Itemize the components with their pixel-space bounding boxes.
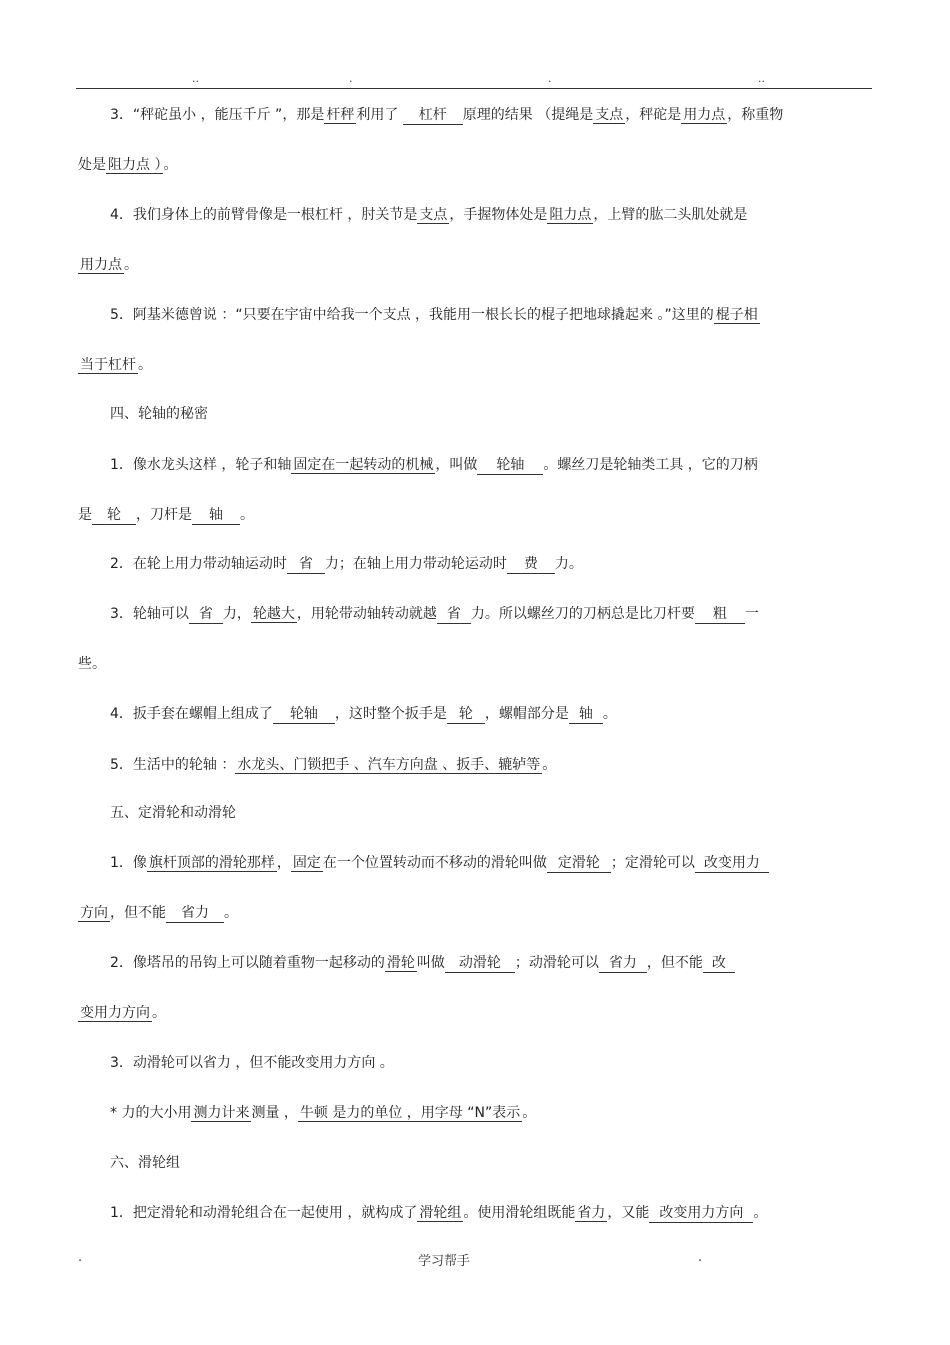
answer: 测力计来 [193, 1105, 250, 1121]
answer: 当于杠杆 [80, 357, 136, 373]
answer-blank: 轮 [92, 507, 136, 525]
header-rule [76, 88, 872, 89]
answer-blank: 改变用力方向 [649, 1205, 753, 1223]
header-mark: . [548, 72, 552, 85]
answer-blank: 轮轴 [477, 457, 543, 475]
wheel-q3-cont: 些。 [78, 656, 106, 672]
answer: 支点 [419, 207, 448, 223]
pulley-q2: 2．像塔吊的吊钩上可以随着重物一起移动的 滑轮 叫做 动滑轮 ；动滑轮可以 省力 ，但不能 改 [110, 953, 872, 973]
lever-q4: 4．我们身体上的前臂骨像是一根杠杆 ，肘关节是 支点 ，手握物体处是 阻力点 ，上臂的肱二头肌处就是 [110, 207, 748, 223]
wheel-q3: 3．轮轴可以 省 力， 轮越大 ，用轮带动轴转动就越 省 力。所以螺丝刀的刀柄总是比刀杆要 粗 一 [110, 606, 759, 622]
answer: 牛顿 是力的单位 ，用字母 “N”表示 [299, 1105, 521, 1121]
lever-q5-cont: 当于杠杆 。 [80, 357, 152, 373]
answer-blank: 杠杆 [403, 107, 463, 125]
lever-q4-cont: 用力点 。 [80, 257, 138, 273]
answer: 水龙头、门锁把手 、汽车方向盘 、扳手、辘轳等 [237, 757, 541, 773]
wheel-q5: 5．生活中的轮轴 ： 水龙头、门锁把手 、汽车方向盘 、扳手、辘轳等 。 [110, 757, 557, 773]
answer-blank: 省力 [166, 905, 224, 923]
answer: 杆秤 [326, 107, 355, 123]
answer-blank: 省 [287, 556, 325, 574]
answer: 轮越大 [252, 606, 295, 622]
header-mark: . [349, 72, 353, 85]
section-heading-wheel-axle: 四、轮轴的秘密 [110, 406, 208, 422]
lever-q3-cont: 处是 阻力点 ） 。 [78, 157, 178, 173]
answer-blank: 轮 [447, 706, 485, 724]
answer-blank: 粗 [695, 606, 745, 624]
answer: 旗杆顶部的滑轮那样 [148, 855, 275, 871]
answer-blank: 改 [703, 955, 735, 973]
answer: 阻力点 ） [108, 157, 162, 173]
answer-blank: 省 [437, 606, 471, 624]
answer: 变用力方向 [80, 1005, 150, 1021]
footer-right-mark: . [698, 1250, 703, 1265]
answer-blank: 轴 [569, 706, 603, 724]
wheel-q1-cont: 是 轮 ，刀杆是 轴 。 [78, 507, 254, 523]
pulley-q2-cont: 变用力方向 。 [80, 1005, 166, 1021]
answer: 省力 [577, 1205, 606, 1221]
answer: 固定在一起转动的机械 [293, 457, 434, 473]
answer-blank: 省 [189, 606, 223, 624]
pulley-block-q1: 1．把定滑轮和动滑轮组合在一起使用 ，就构成了 滑轮组 。使用滑轮组既能 省力 ，又能 改变用力方向 。 [110, 1205, 768, 1221]
section-heading-pulley-block: 六、滑轮组 [110, 1155, 180, 1171]
answer: 用力点 [80, 257, 122, 273]
section-heading-pulley: 五、定滑轮和动滑轮 [110, 805, 236, 821]
header-mark: .. [192, 72, 199, 85]
answer-blank: 改变用力 [695, 855, 769, 873]
pulley-q3: 3．动滑轮可以省力 ，但不能改变用力方向 。 [110, 1055, 394, 1071]
pulley-note: * 力的大小用 测力计来 测量 ， 牛顿 是力的单位 ，用字母 “N”表示 。 [110, 1105, 537, 1121]
answer: 固定 [292, 855, 321, 871]
header-mark: .. [758, 72, 765, 85]
answer-blank: 定滑轮 [547, 855, 611, 873]
answer: 棍子相 [715, 307, 758, 323]
answer: 支点 [595, 107, 624, 123]
answer-blank: 轴 [192, 507, 240, 525]
footer-title: 学习帮手 [418, 1254, 471, 1269]
lever-q5: 5．阿基米德曾说 ：“只要在宇宙中给我一个支点 ，我能用一根长长的棍子把地球撬起来 。”这里的 棍子相 [110, 307, 758, 323]
wheel-q1: 1．像水龙头这样 ，轮子和轴 固定在一起转动的机械 ，叫做 轮轴 。螺丝刀是轮轴类工具 ，它的刀柄 [110, 457, 758, 473]
pulley-q1-cont: 方向 ，但不能 省力 。 [80, 905, 238, 921]
answer: 滑轮 [386, 955, 415, 971]
lever-q3: 3．“秤砣虽小 ，能压千斤 ”，那是 杆秤 利用了 杠杆 原理的结果 （提绳是 支点 ，秤砣是 用力点 ，称重物 [110, 107, 784, 123]
wheel-q2: 2．在轮上用力带动轴运动时 省 力；在轴上用力带动轮运动时 费 力。 [110, 556, 583, 572]
answer: 滑轮组 [419, 1205, 462, 1221]
answer: 用力点 [683, 107, 726, 123]
wheel-q4: 4．扳手套在螺帽上组成了 轮轴 ，这时整个扳手是 轮 ，螺帽部分是 轴 。 [110, 706, 617, 722]
pulley-q1: 1．像 旗杆顶部的滑轮那样 ， 固定 在一个位置转动而不移动的滑轮叫做 定滑轮 ；定滑轮可以 改变用力 [110, 853, 872, 873]
answer-blank: 费 [507, 556, 555, 574]
answer: 阻力点 [549, 207, 592, 223]
footer-left-mark: . [78, 1250, 83, 1265]
answer: 方向 [80, 905, 108, 921]
answer-blank: 轮轴 [273, 706, 335, 724]
answer-blank: 动滑轮 [445, 955, 515, 973]
answer-blank: 省力 [599, 955, 647, 973]
